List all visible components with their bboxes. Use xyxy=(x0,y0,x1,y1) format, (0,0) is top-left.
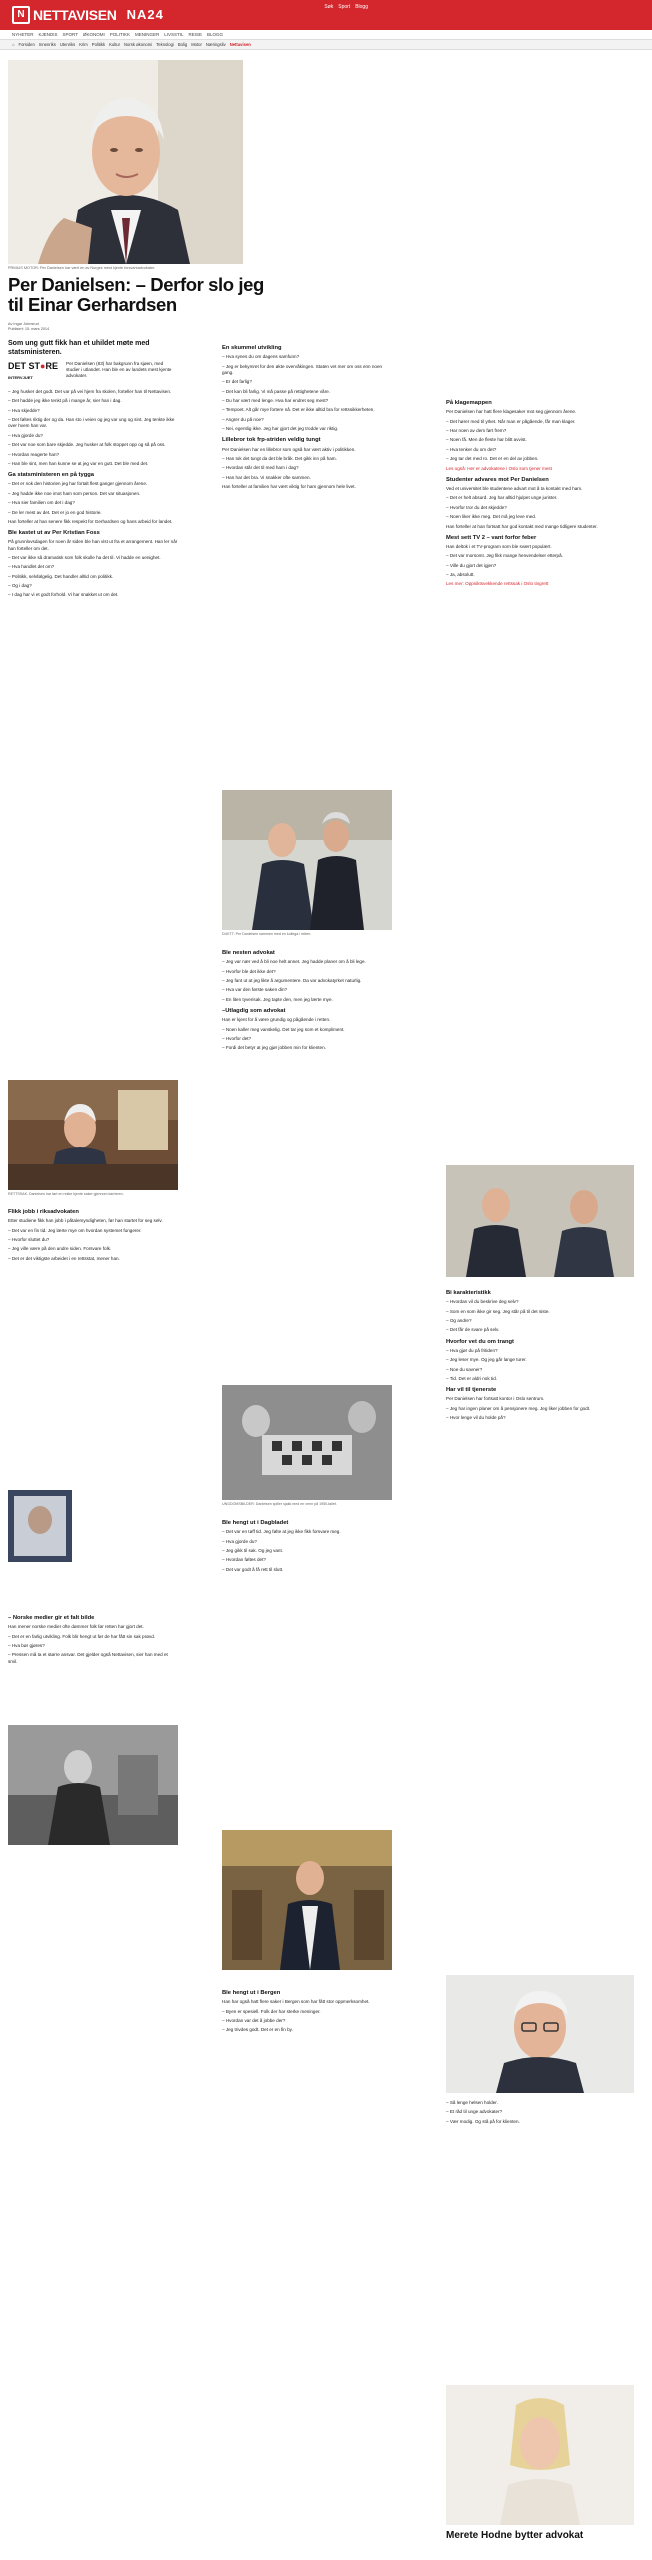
section-kjendis[interactable]: KJENDIS xyxy=(38,32,58,37)
section-meninger[interactable]: MENINGER xyxy=(134,32,160,37)
paragraph: – Tid. Det er aldri nok tid. xyxy=(446,1375,498,1381)
paragraph: Han er kjent for å være grundig og pågående i retten. xyxy=(222,1017,331,1023)
paragraph: – Som en som ikke gir seg. Jeg står på til det siste. xyxy=(446,1308,550,1314)
nav-krim[interactable]: Krim xyxy=(79,42,88,47)
top-link-sport[interactable]: Sport xyxy=(338,4,351,10)
column-2d xyxy=(222,1985,392,2037)
section-bar xyxy=(0,30,652,40)
historic-photo xyxy=(8,1725,178,1845)
image-caption: RETTSSAK: Danielsen har ført en rekke kjente saker gjennom karrieren. xyxy=(8,1192,124,1196)
column-3c xyxy=(446,2100,634,2128)
section-heading: Flikk jobb i riksadvokaten xyxy=(8,1209,79,1215)
courtroom-photo xyxy=(222,1830,392,1970)
column-2c xyxy=(222,1515,392,1576)
paragraph: – Det var noe som bare skjedde. Jeg husker at folk stoppet opp og så på oss. xyxy=(8,442,166,448)
paragraph: – Det får de svare på selv. xyxy=(446,1327,500,1333)
paragraph: – Nei, egentlig ikke. Jeg har gjort det jeg trodde var riktig. xyxy=(222,426,339,432)
paragraph: – Hva handlet det om? xyxy=(8,564,55,570)
paragraph: – Det kan bli farlig. Vi må passe på rettighetene våre. xyxy=(222,388,330,394)
paragraph: Per Danielsen har fortsatt kontor i Oslo sentrum. xyxy=(446,1396,545,1402)
paragraph: – Det var en fin tid. Jeg lærte mye om hvordan systemet fungerer. xyxy=(8,1227,142,1233)
image-caption: UNGDOMSBILDER: Danielsen spiller sjakk med en venn på 1950-tallet. xyxy=(222,1502,337,1506)
paragraph: – Hva sier familien om det i dag? xyxy=(8,500,75,506)
related-link[interactable]: Les mer: Oppsiktsvekkende rettssak i Oslo tingrett xyxy=(446,581,549,587)
paragraph: – Det var godt å få rett til slutt. xyxy=(222,1566,284,1572)
byline xyxy=(8,322,49,332)
paragraph: – Byen er spesiell. Folk der har sterke meninger. xyxy=(222,2008,321,2014)
teaser-photo[interactable] xyxy=(446,2385,634,2525)
byline-author[interactable]: Av Ingar Johnsrud xyxy=(8,322,39,326)
section-heading: Ble nesten advokat xyxy=(222,950,275,956)
paragraph: – Det er en farlig utvikling. Folk blir hengt ut før de har fått sin sak prøvd. xyxy=(8,1633,156,1639)
section-heading: Ble hengt ut i Bergen xyxy=(222,1990,281,1996)
paragraph: – Han har det bra. Vi snakker ofte sammen. xyxy=(222,474,311,480)
paragraph: – Jeg ville være på den andre siden. Forsvare folk. xyxy=(8,1246,112,1252)
section-heading: Ble kastet ut av Per Kristian Foss xyxy=(8,530,100,537)
paragraph: – Pressen må ta et større ansvar. Det gjelder også Nettavisen, sier han med et smil. xyxy=(8,1652,168,1664)
section-heading: Hvorfor vet du om trangt xyxy=(446,1338,514,1345)
column-1b xyxy=(8,1204,178,1265)
related-link[interactable]: Les også: Her er advokatene i Oslo som tjener mest xyxy=(446,465,552,471)
paragraph: Per Danielsen har en lillebror som også har vært aktiv i politikken. xyxy=(222,446,356,452)
column-2b xyxy=(222,945,392,1055)
byline-date: Publisert: 15. mars 2014 xyxy=(8,327,50,331)
paragraph: – Hvorfor ble det ikke det? xyxy=(222,968,276,974)
nav-utenriks[interactable]: Utenriks xyxy=(59,42,76,47)
paragraph: Han forteller at han fortsatt har god kontakt med mange tidligere studenter. xyxy=(446,523,598,529)
paragraph: – Hva gjorde du? xyxy=(8,432,43,438)
chess-photo xyxy=(222,1385,392,1500)
paragraph: Han forteller at han senere fikk respekt for Gerhardsen og hans arbeid for landet. xyxy=(8,518,173,524)
column-3 xyxy=(446,395,634,591)
paragraph: – Hva var den første saken din? xyxy=(222,987,288,993)
section-nyheter[interactable]: NYHETER xyxy=(12,32,34,37)
paragraph: – Hva gjør du på fritiden? xyxy=(446,1347,498,1353)
paragraph: Per Danielsen har hatt flere klagesaker mot seg gjennom årene. xyxy=(446,409,577,415)
duo-photo xyxy=(222,790,392,930)
paragraph: – Hvordan føltes det? xyxy=(222,1557,266,1563)
paragraph: – Hvordan står det til med ham i dag? xyxy=(222,465,299,471)
paragraph: – Hva skjedde? xyxy=(8,407,40,413)
section-heading: –Utlagdig som advokat xyxy=(222,1007,286,1014)
paragraph: – Det føltes riktig der og da. Han sto i veien og jeg var ung og sint. Jeg tenkte ikke over hvem han var. xyxy=(8,417,175,429)
top-links xyxy=(324,4,368,10)
hero-caption: PRIMUS MOTOR: Per Danielsen har vært en av Norges mest kjente forsvarsadvokater. xyxy=(8,266,156,270)
nav-bolig[interactable]: Bolig xyxy=(177,42,188,47)
section-blogg[interactable]: BLOGG xyxy=(207,32,224,37)
paragraph: – Hvor lenge vil du holde på? xyxy=(446,1415,506,1421)
lead-title: Som ung gutt fikk han et uhildet møte med statsministeren. xyxy=(8,340,150,356)
section-heading: Mest sett TV 2 – vant forfor feber xyxy=(446,534,537,541)
logo-text: NETTAVISEN xyxy=(33,6,117,23)
paragraph: – Du har vært med lenge. Hva har endret seg mest? xyxy=(222,397,329,403)
paragraph: Etter studiene fikk han jobb i påtalemyndigheten, før han startet for seg selv. xyxy=(8,1218,163,1224)
column-2 xyxy=(222,340,392,494)
logo-sub: NA24 xyxy=(126,6,164,22)
portrait-photo xyxy=(8,60,243,264)
paragraph: – Har noen av dem ført frem? xyxy=(446,427,507,433)
paragraph: – Det hadde jeg ikke tenkt på i mange år, sier han i dag. xyxy=(8,398,122,404)
paragraph: – En liten tyverisak. Jeg tapte den, men jeg lærte mye. xyxy=(222,996,333,1002)
paragraph: – Det var en tøff tid. Jeg følte at jeg ikke fikk forsvare meg. xyxy=(222,1529,341,1535)
paragraph: – Tempoet. Alt går mye fortere nå. Det er ikke alltid bra for rettssikkerheten. xyxy=(222,407,375,413)
paragraph: – Han ble sint, men han kunne se at jeg var en gutt. Det ble med det. xyxy=(8,460,149,466)
paragraph: – Angrer du på noe? xyxy=(222,416,264,422)
paragraph: – Et råd til unge advokater? xyxy=(446,2109,503,2115)
paragraph: – Ja, absolutt. xyxy=(446,572,475,578)
paragraph: – Jeg husker det godt. Det var på vei hjem fra skolen, forteller han til Nettavisen. xyxy=(8,389,172,394)
paragraph: – Hvordan var det å jobbe der? xyxy=(222,2017,286,2023)
portrait-glasses-photo xyxy=(446,1975,634,2093)
nav-politikk[interactable]: Politikk xyxy=(91,42,106,47)
paragraph: – Jeg tar det med ro. Det er en del av jobben. xyxy=(446,456,539,462)
paragraph: Han mener norske medier ofte dømmer folk før retten har gjort det. xyxy=(8,1624,144,1630)
paragraph: – Jeg hadde ikke noe imot ham som person. Det var situasjonen. xyxy=(8,490,141,496)
paragraph: – Jeg trivdes godt. Det er en fin by. xyxy=(222,2027,293,2033)
paragraph: – Det var ikke så dramatisk som folk skulle ha det til. Vi hadde en uenighet. xyxy=(8,554,161,560)
section-sport[interactable]: SPORT xyxy=(62,32,78,37)
paragraph: – Hva gjorde du? xyxy=(222,1538,257,1544)
paragraph: Han forteller at familien har vært viktig for ham gjennom hele livet. xyxy=(222,484,356,490)
article-title: Per Danielsen: – Derfor slo jeg til Einar Gerhardsen xyxy=(8,274,264,315)
paragraph: – Hvorfor det? xyxy=(222,1035,252,1041)
home-icon[interactable]: ⌂ xyxy=(12,42,15,47)
paragraph: – Så lenge helsen holder. xyxy=(446,2100,498,2105)
nav-naeringsliv[interactable]: Næringsliv xyxy=(205,42,226,47)
paragraph: – Han tok det tungt da det ble bråk. Det gikk inn på ham. xyxy=(222,455,337,461)
paragraph: – Noen få. Men de fleste har blitt avvist. xyxy=(446,437,527,443)
paragraph: – Fordi det betyr at jeg gjør jobben min for klienten. xyxy=(222,1045,326,1051)
section-politikk[interactable]: POLITIKK xyxy=(109,32,130,37)
paragraph: – Politikk, selvfølgelig. Det handler alltid om politikk. xyxy=(8,573,114,579)
paragraph: – Hva bør gjøres? xyxy=(8,1642,45,1648)
paragraph: Ved et universitet ble studentene advart mot å ta kontakt med ham. xyxy=(446,485,583,491)
section-heading: Ble hengt ut i Dagbladet xyxy=(222,1520,289,1526)
paragraph: – Det hører med til yrket. Når man er pågående, får man klager. xyxy=(446,418,576,424)
top-link-blogg[interactable]: Blogg xyxy=(355,4,368,10)
column-1 xyxy=(8,340,178,602)
paragraph: – Hvorfor sluttet du? xyxy=(8,1236,50,1242)
paragraph: – Noe du savner? xyxy=(446,1366,483,1372)
paragraph: – Hva synes du om dagens samfunn? xyxy=(222,354,300,360)
paragraph: – Jeg leser mye. Og jeg går lange turer. xyxy=(446,1357,527,1363)
nav-forsiden[interactable]: Forsiden xyxy=(18,42,35,47)
office-photo xyxy=(8,1080,178,1190)
paragraph: – Hvordan vil du beskrive deg selv? xyxy=(446,1299,519,1305)
nav-innenriks[interactable]: Innenriks xyxy=(38,42,56,47)
logo-mark: N xyxy=(12,6,30,24)
paragraph: – Det er helt absurd. Jeg har alltid hjulpet unge jurister. xyxy=(446,495,558,501)
section-heading: Bi karakteristikk xyxy=(446,1290,491,1296)
column-1c xyxy=(8,1610,178,1668)
paragraph: – Det er nok den historien jeg har fortalt flest ganger gjennom årene. xyxy=(8,481,148,487)
hero-image xyxy=(8,60,243,264)
paragraph: – Jeg var nær ved å bli noe helt annet. Jeg hadde planer om å bli lege. xyxy=(222,959,366,965)
column-3b xyxy=(446,1285,634,1425)
paragraph: – Er det farlig? xyxy=(222,379,252,385)
paragraph: Han har også hatt flere saker i Bergen som har fått stor oppmerksomhet. xyxy=(222,1999,370,2005)
section-heading: Har vil til tjenerste xyxy=(446,1387,497,1394)
top-bar xyxy=(0,0,652,30)
paragraph: Han deltok i et TV-program som ble svært populært. xyxy=(446,543,552,549)
paragraph: På grunnlovsdagen for noen år siden ble han vist ut fra et arrangement. Han ler når han forteller om det. xyxy=(8,539,178,551)
section-heading: – Norske medier gir et falt bilde xyxy=(8,1615,95,1621)
nav-okonomi[interactable]: Norsk økonomi xyxy=(124,42,153,47)
det-store-intervjuet-badge: DET ST●RE INTERVJUET xyxy=(8,361,58,380)
paragraph: – Hvordan reagerte han? xyxy=(8,451,60,457)
section-okonomi[interactable]: ØKONOMI xyxy=(82,32,105,37)
section-heading: Ga statsministeren en på tygga xyxy=(8,472,95,479)
nav-motor[interactable]: Motor xyxy=(191,42,202,47)
nav-kultur[interactable]: Kultur xyxy=(109,42,121,47)
two-men-photo xyxy=(446,1165,634,1277)
paragraph: – Det var morsomt. Jeg fikk mange henvendelser etterpå. xyxy=(446,553,563,559)
image-caption: DUETT: Per Danielsen sammen med en kollega i retten. xyxy=(222,932,312,936)
paragraph: – Noen kaller meg vanskelig. Det tar jeg som et kompliment. xyxy=(222,1026,345,1032)
section-reise[interactable]: REISE xyxy=(188,32,203,37)
paragraph: – Jeg er bekymret for den økte overvåkingen. Staten vet mer om oss enn noen gang. xyxy=(222,363,383,375)
paragraph: – I dag har vi et godt forhold. Vi har snakket ut om det. xyxy=(8,592,119,598)
teaser-title[interactable]: Merete Hodne bytter advokat xyxy=(446,2530,584,2541)
top-link-sok[interactable]: Søk xyxy=(324,4,334,10)
paragraph: – Ville du gjort det igjen? xyxy=(446,562,497,568)
paragraph: – Noen liker ikke meg. Det må jeg leve med. xyxy=(446,514,537,520)
paragraph: – De ler mest av det. Det er jo en god historie. xyxy=(8,509,102,515)
paragraph: – Jeg gikk til sak. Og jeg vant. xyxy=(222,1547,284,1553)
paragraph: – Vær modig. Og stå på for klienten. xyxy=(446,2118,520,2124)
paragraph: – Hva tenker du om det? xyxy=(446,446,497,452)
paragraph: – Og i dag? xyxy=(8,583,32,589)
paragraph: – Jeg fant ut at jeg likte å argumentere. Da var advokatyrket naturlig. xyxy=(222,977,362,983)
paragraph: – Hvorfor tror du det skjedde? xyxy=(446,504,507,510)
paragraph: – Det er det viktigste arbeidet i en rettsstat, mener han. xyxy=(8,1255,120,1261)
section-livsstil[interactable]: LIVSSTIL xyxy=(164,32,184,37)
section-heading: På klagemappen xyxy=(446,400,492,406)
section-heading: Studenter advares mot Per Danielsen xyxy=(446,476,549,483)
logo[interactable] xyxy=(12,6,164,24)
paragraph: – Og andre? xyxy=(446,1317,472,1323)
section-heading: Lillebror tok frp-striden veldig tungt xyxy=(222,437,321,444)
intro-paragraph: Per Danielsen (83) har bakgrunn fra sjøen, med studier i utlandet. Han ble en av landets mest kjente advokater. xyxy=(66,361,172,379)
section-heading: En skummel utvikling xyxy=(222,345,282,351)
nav-nettavisen[interactable]: Nettavisen xyxy=(229,42,251,47)
nav-teknologi[interactable]: Teknologi xyxy=(156,42,174,47)
nav-bar xyxy=(0,40,652,50)
paragraph: – Jeg har ingen planer om å pensjonere meg. Jeg liker jobben for godt. xyxy=(446,1405,591,1411)
book-cover-image xyxy=(8,1490,72,1562)
